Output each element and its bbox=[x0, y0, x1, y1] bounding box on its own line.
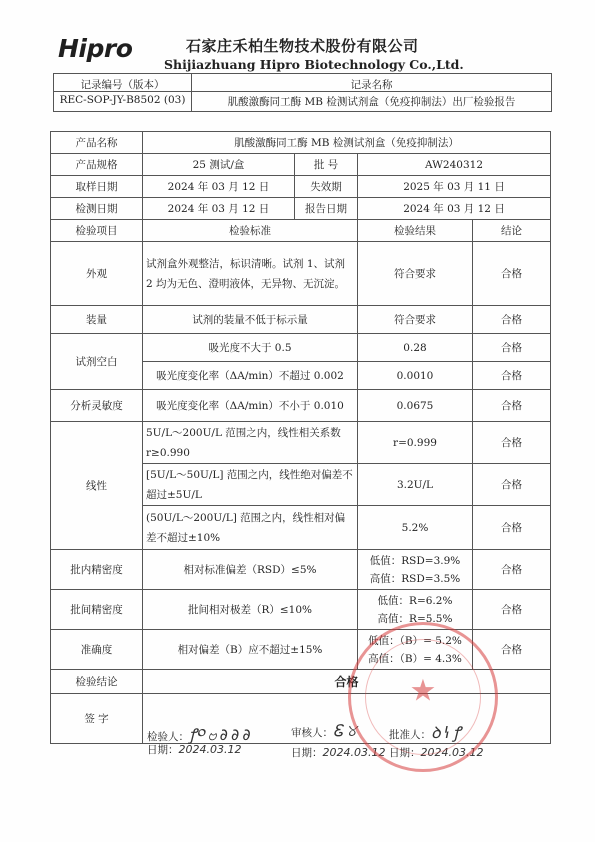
expiry-value: 2025 年 03 月 11 日 bbox=[358, 176, 551, 198]
within-run-high: 高值：RSD=3.5% bbox=[369, 572, 461, 585]
linearity-result-2: 3.2U/L bbox=[358, 464, 473, 506]
loading-row bbox=[51, 306, 551, 334]
report-date-value: 2024 年 03 月 12 日 bbox=[358, 198, 551, 220]
accuracy-conclusion: 合格 bbox=[473, 630, 551, 670]
inspector-label: 检验人： bbox=[147, 731, 189, 743]
sensitivity-conclusion: 合格 bbox=[473, 390, 551, 422]
within-run-standard: 相对标准偏差（RSD）≤5% bbox=[143, 550, 358, 590]
reviewer-date: 2024.03.12 bbox=[322, 746, 386, 759]
inspector-date-label: 日期： bbox=[147, 744, 179, 756]
record-header-box bbox=[53, 73, 552, 112]
inspection-table bbox=[50, 131, 551, 744]
blank-item: 试剂空白 bbox=[51, 334, 143, 390]
reviewer-date-label: 日期： bbox=[291, 747, 323, 759]
appearance-result: 符合要求 bbox=[358, 242, 473, 306]
blank-row-1 bbox=[51, 334, 551, 362]
spec-row bbox=[51, 154, 551, 176]
sensitivity-result: 0.0675 bbox=[358, 390, 473, 422]
batch-label: 批 号 bbox=[295, 154, 358, 176]
linearity-standard-2: [5U/L～50U/L] 范围之内，线性绝对偏差不超过±5U/L bbox=[146, 468, 353, 501]
between-run-standard: 批间相对极差（R）≤10% bbox=[143, 590, 358, 630]
reviewer-line bbox=[291, 721, 355, 741]
loading-result: 符合要求 bbox=[358, 306, 473, 334]
company-name-en: Shijiazhuang Hipro Biotechnology Co.,Ltd. bbox=[164, 57, 464, 72]
spec-label: 产品规格 bbox=[51, 154, 143, 176]
test-date-row bbox=[51, 198, 551, 220]
spec-value: 25 测试/盒 bbox=[143, 154, 295, 176]
within-run-low: 低值：RSD=3.9% bbox=[369, 554, 461, 567]
test-date-label: 检测日期 bbox=[51, 198, 143, 220]
product-name-label: 产品名称 bbox=[51, 132, 143, 154]
expiry-label: 失效期 bbox=[295, 176, 358, 198]
col-conclusion-header: 结论 bbox=[473, 220, 551, 242]
sample-date-label: 取样日期 bbox=[51, 176, 143, 198]
inspector-signature: ꝭ༠ ဗ ∂ ∂ ∂ bbox=[189, 725, 250, 744]
loading-standard: 试剂的装量不低于标示量 bbox=[143, 306, 358, 334]
sample-date-row bbox=[51, 176, 551, 198]
linearity-conclusion-3: 合格 bbox=[473, 506, 551, 550]
sample-date-value: 2024 年 03 月 12 日 bbox=[143, 176, 295, 198]
approver-date: 2024.03.12 bbox=[420, 746, 484, 759]
final-conclusion-value: 合格 bbox=[143, 670, 551, 694]
appearance-conclusion: 合格 bbox=[473, 242, 551, 306]
record-code-value: REC-SOP-JY-B8502 (03) bbox=[59, 94, 186, 106]
loading-conclusion: 合格 bbox=[473, 306, 551, 334]
appearance-standard: 试剂盒外观整洁，标识清晰。试剂 1、试剂 2 均为无色、澄明液体，无异物、无沉淀。 bbox=[146, 257, 346, 290]
record-code-label: 记录编号（版本） bbox=[80, 79, 165, 91]
sensitivity-standard: 吸光度变化率（ΔA/min）不小于 0.010 bbox=[143, 390, 358, 422]
linearity-item: 线性 bbox=[51, 422, 143, 550]
record-name-value: 肌酸激酶同工酶 MB 检测试剂盒（免疫抑制法）出厂检验报告 bbox=[227, 96, 516, 108]
appearance-item: 外观 bbox=[51, 242, 143, 306]
within-run-row bbox=[51, 550, 551, 590]
inspector-date-line bbox=[147, 742, 241, 757]
appearance-row bbox=[51, 242, 551, 306]
accuracy-low: 低值：（B）= 5.2% bbox=[368, 634, 462, 647]
record-name-label: 记录名称 bbox=[350, 79, 393, 91]
inspector-date: 2024.03.12 bbox=[178, 743, 242, 756]
sensitivity-row bbox=[51, 390, 551, 422]
accuracy-row bbox=[51, 630, 551, 670]
approver-line bbox=[389, 721, 460, 743]
linearity-conclusion-1: 合格 bbox=[473, 422, 551, 464]
final-conclusion-label: 检验结论 bbox=[51, 670, 143, 694]
approver-label: 批准人： bbox=[389, 729, 431, 741]
blank-standard-1: 吸光度不大于 0.5 bbox=[143, 334, 358, 362]
conclusion-row bbox=[51, 670, 551, 694]
between-run-conclusion: 合格 bbox=[473, 590, 551, 630]
blank-conclusion-2: 合格 bbox=[473, 362, 551, 390]
column-header-row bbox=[51, 220, 551, 242]
seal-star-icon: ★ bbox=[409, 673, 437, 709]
signature-label: 签 字 bbox=[51, 694, 143, 744]
linearity-conclusion-2: 合格 bbox=[473, 464, 551, 506]
blank-result-1: 0.28 bbox=[358, 334, 473, 362]
linearity-result-1: r=0.999 bbox=[358, 422, 473, 464]
linearity-standard-1: 5U/L～200U/L 范围之内，线性相关系数 r≥0.990 bbox=[146, 426, 341, 459]
within-run-item: 批内精密度 bbox=[51, 550, 143, 590]
blank-standard-2: 吸光度变化率（ΔA/min）不超过 0.002 bbox=[143, 362, 358, 390]
linearity-standard-3: (50U/L～200U/L] 范围之内，线性相对偏差不超过±10% bbox=[146, 511, 346, 544]
col-standard-header: 检验标准 bbox=[143, 220, 358, 242]
col-result-header: 检验结果 bbox=[358, 220, 473, 242]
report-date-label: 报告日期 bbox=[295, 198, 358, 220]
accuracy-high: 高值：（B）= 4.3% bbox=[368, 652, 462, 665]
col-item-header: 检验项目 bbox=[51, 220, 143, 242]
reviewer-signature: Ꮛ ୪ bbox=[333, 721, 356, 740]
accuracy-item: 准确度 bbox=[51, 630, 143, 670]
sensitivity-item: 分析灵敏度 bbox=[51, 390, 143, 422]
company-name-cn: 石家庄禾柏生物技术股份有限公司 bbox=[186, 37, 419, 55]
linearity-row-1 bbox=[51, 422, 551, 464]
between-run-low: 低值：R=6.2% bbox=[377, 594, 453, 607]
between-run-item: 批间精密度 bbox=[51, 590, 143, 630]
between-run-high: 高值：R=5.5% bbox=[377, 612, 453, 625]
product-name-value: 肌酸激酶同工酶 MB 检测试剂盒（免疫抑制法） bbox=[143, 132, 551, 154]
approver-date-label: 日期： bbox=[389, 747, 421, 759]
reviewer-date-line bbox=[291, 745, 385, 760]
between-run-row bbox=[51, 590, 551, 630]
reviewer-label: 审核人： bbox=[291, 727, 333, 739]
batch-value: AW240312 bbox=[358, 154, 551, 176]
approver-date-line bbox=[389, 745, 483, 760]
test-date-value: 2024 年 03 月 12 日 bbox=[143, 198, 295, 220]
company-logo: Hipro bbox=[58, 34, 133, 63]
blank-result-2: 0.0010 bbox=[358, 362, 473, 390]
product-name-row bbox=[51, 132, 551, 154]
approver-signature: ꝺ ꝇ ꝭ bbox=[431, 723, 460, 742]
blank-conclusion-1: 合格 bbox=[473, 334, 551, 362]
accuracy-standard: 相对偏差（B）应不超过±15% bbox=[143, 630, 358, 670]
within-run-conclusion: 合格 bbox=[473, 550, 551, 590]
loading-item: 装量 bbox=[51, 306, 143, 334]
linearity-result-3: 5.2% bbox=[358, 506, 473, 550]
